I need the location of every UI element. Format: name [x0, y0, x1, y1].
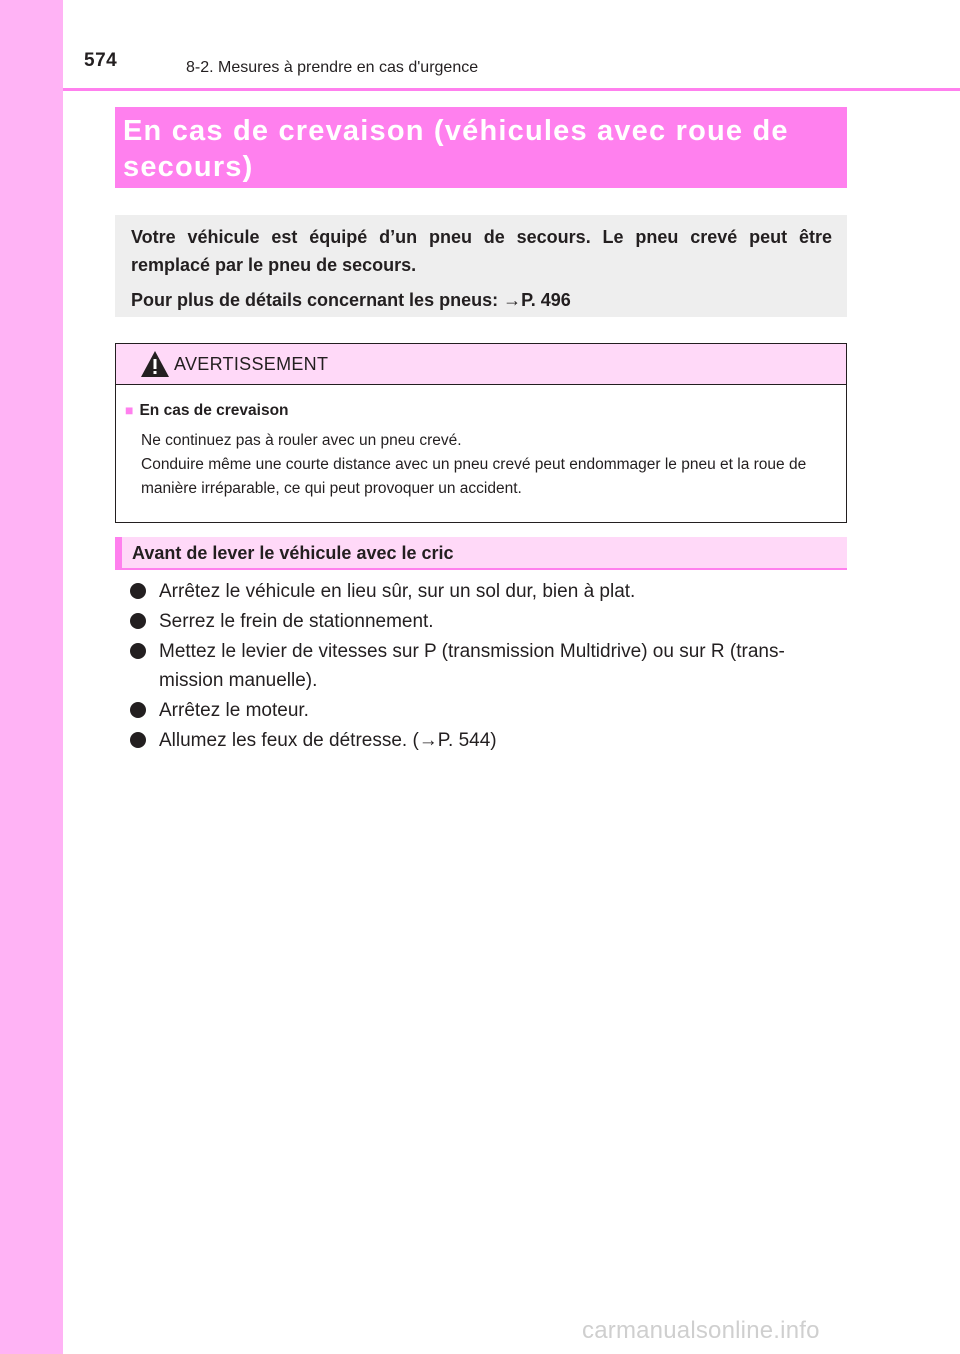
step-text: Allumez les feux de détresse. (→P. 544)	[159, 730, 497, 751]
intro-text: Votre véhicule est équipé d’un pneu de secours. Le pneu crevé peut être remplacé par le pneu de secours.	[131, 227, 832, 275]
subsection-header	[115, 537, 847, 570]
bullet-dot-icon	[130, 702, 146, 718]
bullet-dot-icon	[130, 583, 146, 599]
watermark: carmanualsonline.info	[582, 1317, 820, 1344]
list-item	[128, 726, 844, 755]
subsection-accent-bar	[115, 537, 122, 568]
warning-subtitle	[125, 402, 289, 420]
list-item	[128, 637, 844, 695]
list-item	[128, 696, 844, 725]
intro-box	[115, 215, 847, 317]
warning-line: Ne continuez pas à rouler avec un pneu crevé.	[141, 432, 462, 449]
step-text: Mettez le levier de vitesses sur P (transmission Multidrive) ou sur R (trans-mission manuelle).	[159, 641, 785, 691]
warning-box	[115, 343, 847, 523]
warning-subtitle-text: En cas de crevaison	[139, 402, 289, 419]
step-text: Arrêtez le véhicule en lieu sûr, sur un sol dur, bien à plat.	[159, 581, 636, 602]
bullet-dot-icon	[130, 613, 146, 629]
step-text: Arrêtez le moteur.	[159, 700, 309, 721]
warning-header	[116, 344, 846, 385]
side-color-band	[0, 0, 63, 1354]
page-number: 574	[84, 50, 118, 71]
warning-triangle-icon	[140, 350, 170, 378]
bullet-dot-icon	[130, 643, 146, 659]
breadcrumb: 8-2. Mesures à prendre en cas d'urgence	[186, 59, 479, 76]
list-item	[128, 577, 844, 606]
steps-list	[128, 577, 844, 756]
header-divider	[63, 88, 960, 91]
step-text: Serrez le frein de stationnement.	[159, 611, 434, 632]
warning-line: Conduire même une courte distance avec un pneu crevé peut endommager le pneu et la roue de manière irréparable, ce qui peut provoquer un accident.	[141, 456, 807, 497]
subsection-title: Avant de lever le véhicule avec le cric	[132, 543, 454, 563]
list-item	[128, 607, 844, 636]
tire-details-reference: Pour plus de détails concernant les pneus: →P. 496	[131, 290, 571, 310]
warning-body	[141, 429, 835, 501]
section-title: En cas de crevaison (véhicules avec roue de secours)	[115, 107, 847, 188]
warning-title: AVERTISSEMENT	[174, 354, 329, 374]
bullet-dot-icon	[130, 732, 146, 748]
square-bullet-icon: ■	[125, 402, 134, 418]
